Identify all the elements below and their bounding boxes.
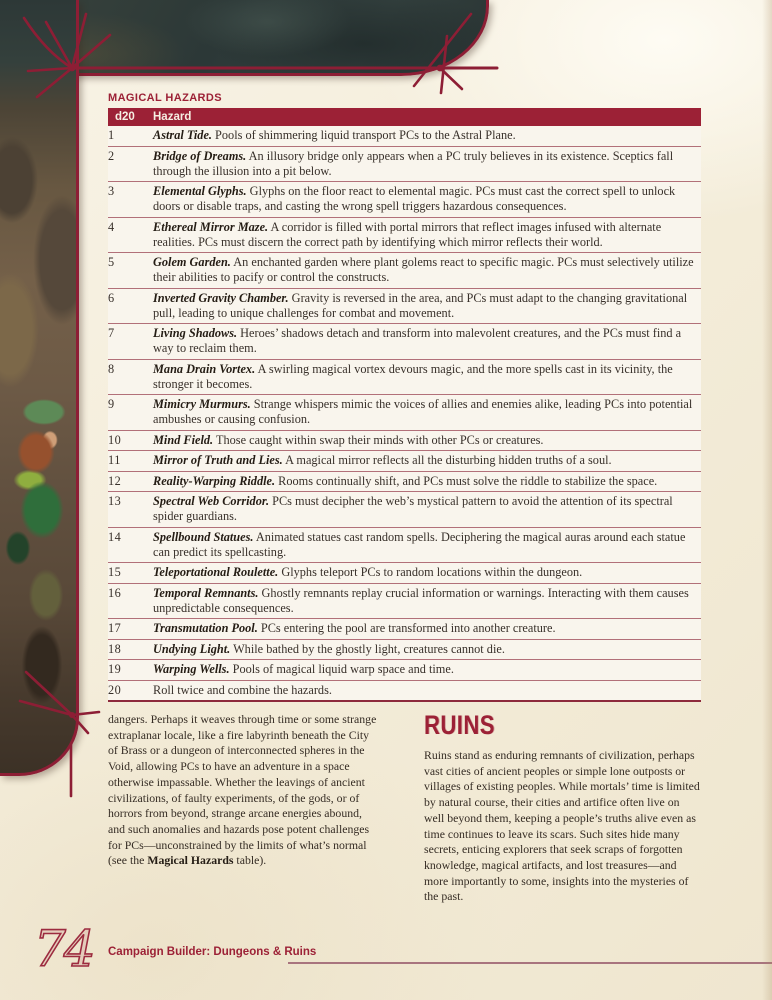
- table-row: [108, 563, 701, 584]
- column-header-d20: d20: [108, 108, 153, 126]
- continuation-paragraph: [108, 712, 380, 869]
- roll-value: 18: [108, 639, 153, 660]
- hazard-name: Mimicry Murmurs.: [153, 397, 251, 411]
- table-label: MAGICAL HAZARDS: [108, 92, 222, 104]
- hazard-text: Glyphs on the floor react to elemental magic. PCs must cast the correct spell to unlock doors or disable traps, and casting the wrong spell triggers hazardous consequences.: [153, 184, 676, 213]
- hazard-name: Golem Garden.: [153, 255, 231, 269]
- table-row: [108, 146, 701, 182]
- column-header-hazard: Hazard: [153, 108, 701, 126]
- hazard-name: Ethereal Mirror Maze.: [153, 219, 269, 234]
- hazard-name: Teleportational Roulette.: [153, 565, 279, 579]
- table-body: [108, 126, 701, 701]
- hazard-name: Mana Drain Vortex.: [153, 361, 256, 376]
- hazard-text: Pools of magical liquid warp space and time.: [229, 662, 454, 676]
- paragraph-text-end: table).: [233, 853, 267, 868]
- hazard-text: PCs entering the pool are transformed into another creature.: [257, 621, 556, 635]
- roll-value: 13: [108, 492, 153, 528]
- roll-value: 14: [108, 527, 153, 563]
- roll-value: 3: [108, 182, 153, 218]
- roll-value: 6: [108, 288, 153, 324]
- hazard-text: Rooms continually shift, and PCs must solve the riddle to stabilize the space.: [275, 473, 658, 488]
- table-row: [108, 182, 701, 218]
- hazard-text: An enchanted garden where plant golems react to specific magic. PCs must selectively utilize their abilities to pacify or control the constructs.: [153, 255, 694, 284]
- hazard-text: A magical mirror reflects all the disturbing hidden truths of a soul.: [282, 453, 612, 467]
- hazard-name: Mirror of Truth and Lies.: [153, 453, 283, 467]
- hazard-text: PCs must decipher the web’s mystical pattern to avoid the attention of its spectral spider guardians.: [153, 494, 673, 523]
- paragraph-text: dangers. Perhaps it weaves through time or some strange extraplanar locale, like a fire labyrinth beneath the City of Brass or a dungeon of interconnected spheres in the Void, allowing PCs to have an adventure in a space otherwise impassable. Whether the leavings of ancient civilizations, of faulty experiments, of the gods, or of horrors from beyond, strange arcane energies abound, and such anomalies and hazards pose potent challenges for PCs—unconstrained by the limits of what’s normal (see the: [108, 712, 377, 868]
- roll-value: 7: [108, 324, 153, 360]
- hazard-text: Those caught within swap their minds with other PCs or creatures.: [213, 432, 544, 447]
- hazard-name: Undying Light.: [153, 641, 231, 656]
- ruins-heading: RUINS: [424, 710, 495, 740]
- roll-value: 17: [108, 619, 153, 640]
- table-row: [108, 451, 701, 472]
- hazard-text: Pools of shimmering liquid transport PCs to the Astral Plane.: [211, 128, 516, 142]
- hazard-name: Reality-Warping Riddle.: [153, 473, 276, 488]
- hazard-name: Transmutation Pool.: [153, 621, 258, 635]
- hazard-name: Mind Field.: [153, 432, 214, 447]
- table-row: [108, 126, 701, 146]
- hazard-name: Inverted Gravity Chamber.: [153, 290, 289, 305]
- hazard-name: Temporal Remnants.: [153, 585, 259, 600]
- bottom-columns: [108, 712, 701, 905]
- continuation-column: [108, 712, 380, 905]
- table-row: [108, 527, 701, 563]
- hazard-text: A swirling magical vortex devours magic, and the more spells cast in its vicinity, the stronger it becomes.: [153, 361, 673, 391]
- table-row: [108, 639, 701, 660]
- hazard-name: Spectral Web Corridor.: [153, 494, 270, 508]
- hazard-text: Animated statues cast random spells. Deciphering the magical auras around each statue can predict its spellcasting.: [153, 529, 686, 559]
- table-row: [108, 619, 701, 640]
- table-row: [108, 583, 701, 619]
- magical-hazards-section: [108, 92, 701, 702]
- table-row: [108, 217, 701, 253]
- table-header-row: [108, 108, 701, 126]
- roll-value: 2: [108, 146, 153, 182]
- roll-value: 8: [108, 359, 153, 395]
- ruins-section: [424, 712, 701, 905]
- magical-hazards-table: [108, 108, 701, 702]
- table-row: [108, 395, 701, 431]
- hazard-text: Heroes’ shadows detach and transform into malevolent creatures, and the PCs must find a way to reclaim them.: [153, 326, 682, 355]
- roll-value: 15: [108, 563, 153, 584]
- roll-value: 9: [108, 395, 153, 431]
- hazard-name: Spellbound Statues.: [153, 529, 254, 544]
- hazard-name: Elemental Glyphs.: [153, 184, 247, 198]
- hazard-text: A corridor is filled with portal mirrors that reflect images infused with alternate realities. PCs must discern the correct path by identifying which mirror reflects their world.: [153, 219, 662, 249]
- table-row: [108, 324, 701, 360]
- roll-value: 20: [108, 680, 153, 701]
- table-row: [108, 660, 701, 681]
- table-row: [108, 359, 701, 395]
- roll-value: 5: [108, 253, 153, 289]
- table-row: [108, 253, 701, 289]
- roll-value: 16: [108, 583, 153, 619]
- hazard-text: Glyphs teleport PCs to random locations within the dungeon.: [278, 565, 583, 579]
- hazard-text: Ghostly remnants replay crucial information or warnings. Interacting with them causes unpredictable consequences.: [153, 585, 689, 615]
- roll-value: 11: [108, 451, 153, 472]
- hazard-text: Strange whispers mimic the voices of allies and enemies alike, leading PCs into potential ambushes or causing confusion.: [153, 397, 693, 426]
- hazard-name: Bridge of Dreams.: [153, 148, 247, 163]
- roll-value: 12: [108, 471, 153, 492]
- hazard-text: Gravity is reversed in the area, and PCs must adapt to the changing gravitational pull, leading to unique challenges for combat and movement.: [153, 290, 688, 320]
- hazard-name: Astral Tide.: [153, 128, 212, 142]
- table-row: [108, 288, 701, 324]
- roll-value: 4: [108, 217, 153, 253]
- table-reference: Magical Hazards: [147, 853, 234, 868]
- hazard-text: While bathed by the ghostly light, creatures cannot die.: [230, 641, 505, 656]
- footer-rule: [288, 962, 772, 964]
- table-row: [108, 430, 701, 451]
- ruins-body: Ruins stand as enduring remnants of civilization, perhaps vast cities of ancient peoples or simple lone outposts or villages of existing peoples. While mortals’ time is limited by natural course, their cities and artifice often live on well beyond them, keeping a people’s truths alive even as time continues to leave its scars. Such sites hide many secrets, enticing explorers that seek scraps of forgotten knowledge, magical artifacts, and lost treasures—and more importantly to some, insights into the mysteries of the past.: [424, 748, 700, 904]
- roll-value: 10: [108, 430, 153, 451]
- hazard-text: An illusory bridge only appears when a PC truly believes in its existence. Sceptics fall through the illusion into a pit below.: [153, 148, 674, 178]
- hazard-text: Roll twice and combine the hazards.: [153, 682, 332, 697]
- table-row: [108, 471, 701, 492]
- book-title: Campaign Builder: Dungeons & Ruins: [108, 946, 317, 958]
- roll-value: 19: [108, 660, 153, 681]
- page-number: 74: [34, 920, 94, 978]
- table-row: [108, 492, 701, 528]
- roll-value: 1: [108, 128, 115, 142]
- hazard-name: Warping Wells.: [153, 662, 230, 676]
- table-row: [108, 680, 701, 701]
- left-margin-artwork: [0, 0, 79, 776]
- footer: [0, 918, 772, 1000]
- hazard-name: Living Shadows.: [153, 326, 238, 340]
